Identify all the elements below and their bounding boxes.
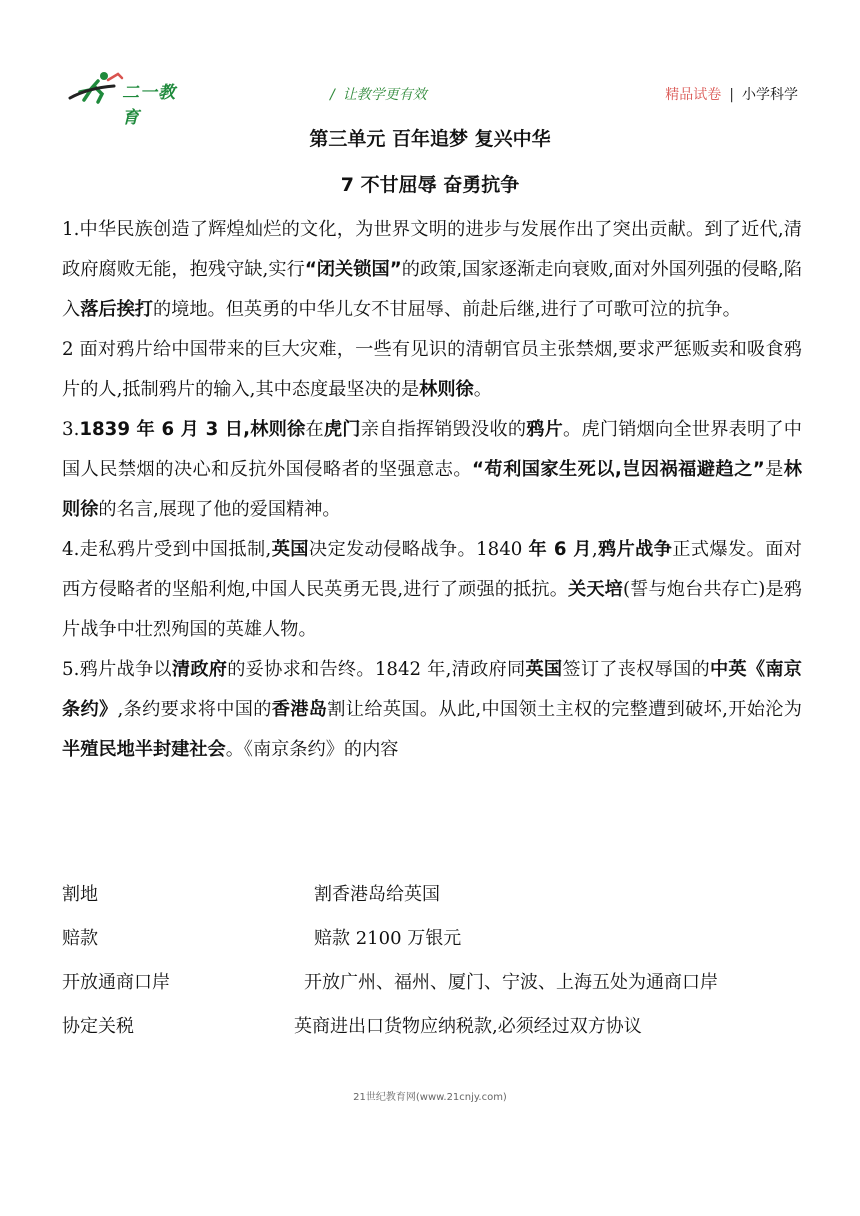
slogan-slash: /	[330, 87, 335, 103]
tag-quality-paper: 精品试卷	[665, 87, 722, 103]
lesson-title: 7 不甘屈辱 奋勇抗争	[340, 174, 520, 196]
text-run: 。	[473, 379, 492, 400]
treaty-row-value: 开放广州、福州、厦门、宁波、上海五处为通商口岸	[304, 972, 718, 993]
text-run: 割让给英国。从此,中国领土主权的完整遭到破坏,开始沦为	[327, 699, 802, 720]
paragraph-3	[62, 410, 802, 530]
text-run: 。虎门销烟向全世界表明了中国人民禁烟的决心和反抗外国侵略者的坚强意志。	[62, 419, 802, 480]
bold-run: “苟利国家生死以,岂因祸福避趋之”	[472, 459, 765, 480]
treaty-row-value: 赔款 2100 万银元	[314, 928, 462, 949]
text-run: 决定发动侵略战争。1840	[308, 539, 529, 560]
text-run: 是	[764, 459, 784, 480]
bold-run: 半殖民地半封建社会	[62, 739, 226, 760]
document-body	[62, 210, 802, 770]
text-run: 2 面对鸦片给中国带来的巨大灾难，一些有见识的清朝官员主张禁烟,要求严惩贩卖和吸食鸦片的人,抵制鸦片的输入,其中态度最坚决的是	[62, 339, 802, 400]
bold-run: 清政府	[171, 659, 228, 680]
bold-run: 中英《南京条约》	[62, 659, 802, 720]
treaty-row-value: 英商进出口货物应纳税款,必须经过双方协议	[294, 1016, 642, 1037]
page-header	[0, 0, 860, 128]
text-run: 1.中华民族创造了辉煌灿烂的文化，为世界文明的进步与发展作出了突出贡献。到了近代,清政府腐败无能，抱残守缺,实行	[62, 219, 802, 280]
text-run: 4.走私鸦片受到中国抵制,	[62, 539, 272, 560]
text-run: 亲自指挥销毁没收的	[360, 419, 527, 440]
text-run: 签订了丧权辱国的	[562, 659, 710, 680]
bold-run: 林则徐	[419, 379, 474, 400]
text-run: 在	[305, 419, 324, 440]
tag-separator: |	[729, 87, 734, 103]
treaty-row-key: 割地	[62, 884, 98, 905]
runner-logo-icon	[68, 70, 124, 104]
treaty-row	[62, 924, 822, 968]
treaty-content-table	[62, 880, 822, 1056]
treaty-row-key: 开放通商口岸	[62, 972, 170, 993]
text-run: ,	[591, 539, 598, 560]
text-run: 的妥协求和告终。1842 年,清政府同	[227, 659, 526, 680]
bold-run: 落后挨打	[80, 299, 153, 320]
treaty-row	[62, 968, 822, 1012]
text-run: 的名言,展现了他的爱国精神。	[98, 499, 341, 520]
treaty-row-key: 赔款	[62, 928, 98, 949]
logo	[68, 70, 188, 128]
page-footer: 21世纪教育网(www.21cnjy.com)	[353, 1092, 507, 1103]
treaty-row-key: 协定关税	[62, 1016, 134, 1037]
bold-run: 香港岛	[271, 699, 328, 720]
treaty-row	[62, 880, 822, 924]
text-run: 的境地。但英勇的中华儿女不甘屈辱、前赴后继,进行了可歌可泣的抗争。	[152, 299, 741, 320]
paragraph-1	[62, 210, 802, 330]
unit-title: 第三单元 百年追梦 复兴中华	[309, 128, 551, 150]
bold-run: 英国	[271, 539, 309, 560]
text-run: 正式爆发。面对西方侵略者的坚船利炮,中国人民英勇无畏,进行了顽强的抵抗。	[62, 539, 802, 600]
text-run: 。《南京条约》的内容	[225, 739, 399, 760]
paragraph-5	[62, 650, 802, 770]
text-run: (誓与炮台共存亡)是鸦片战争中壮烈殉国的英雄人物。	[62, 579, 802, 640]
slogan-text: 让教学更有效	[342, 87, 427, 103]
treaty-row-value: 割香港岛给英国	[314, 884, 440, 905]
tag-subject: 小学科学	[742, 87, 798, 103]
text-run: 3.	[62, 419, 80, 440]
bold-run: 鸦片战争	[597, 539, 673, 560]
paragraph-2	[62, 330, 802, 410]
text-run: 5.鸦片战争以	[62, 659, 172, 680]
text-run: ,条约要求将中国的	[117, 699, 272, 720]
bold-run: 林则徐	[62, 459, 802, 520]
text-run: 的政策,国家逐渐走向衰败,面对外国列强的侵略,陷入	[62, 259, 802, 320]
bold-run: 英国	[525, 659, 563, 680]
bold-run: 1839 年 6 月 3 日,林则徐	[79, 419, 306, 440]
paragraph-4	[62, 530, 802, 650]
bold-run: 年 6 月	[528, 539, 592, 560]
bold-run: 虎门	[323, 419, 361, 440]
logo-text: 二一教育	[122, 83, 176, 128]
slogan	[330, 84, 427, 104]
bold-run: “闭关锁国”	[304, 259, 402, 280]
treaty-row	[62, 1012, 822, 1056]
bold-run: 关天培	[568, 579, 623, 600]
bold-run: 鸦片	[526, 419, 564, 440]
header-tags	[665, 84, 798, 104]
